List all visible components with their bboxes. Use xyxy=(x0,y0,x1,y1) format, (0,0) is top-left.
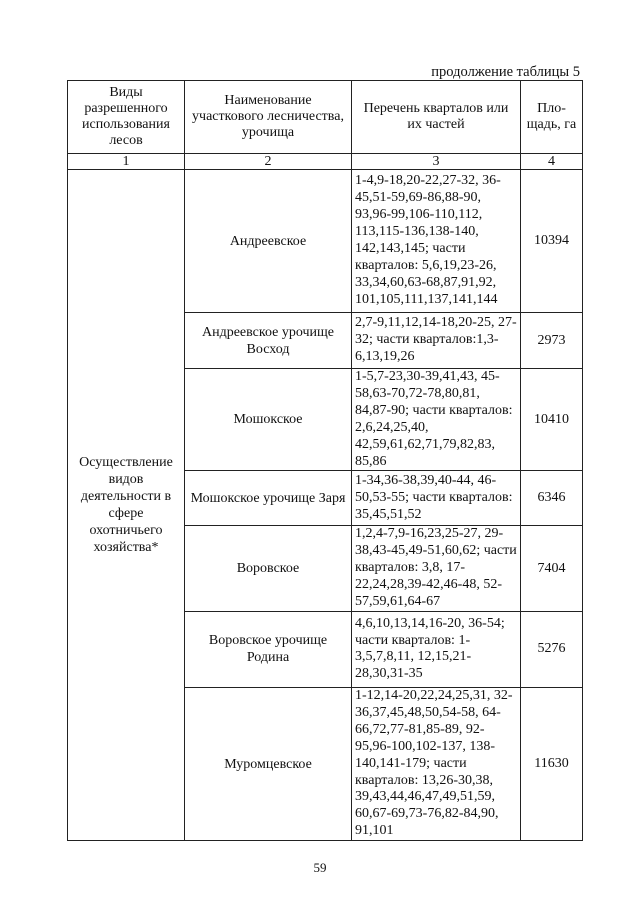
column-number: 3 xyxy=(352,154,521,170)
area-value: 5276 xyxy=(521,611,583,687)
forestry-name: Мошокское xyxy=(185,369,352,471)
forestry-name: Андреевское xyxy=(185,170,352,313)
column-number: 1 xyxy=(68,154,185,170)
area-value: 6346 xyxy=(521,471,583,526)
header-quarters: Перечень кварталов или их частей xyxy=(352,81,521,154)
table-row xyxy=(68,170,583,313)
area-value: 10410 xyxy=(521,369,583,471)
page-number: 59 xyxy=(313,860,327,875)
quarters-list: 1-34,36-38,39,40-44, 46-50,53-55; части кварталов: 35,45,51,52 xyxy=(352,471,521,526)
quarters-list: 1,2,4-7,9-16,23,25-27, 29-38,43-45,49-51,60,62; части кварталов: 3,8, 17-22,24,28,39-42,46-48, 52-57,59,61,64-67 xyxy=(352,526,521,612)
quarters-list: 2,7-9,11,12,14-18,20-25, 27-32; части кварталов:1,3-6,13,19,26 xyxy=(352,313,521,369)
table-caption: продолжение таблицы 5 xyxy=(431,64,580,80)
quarters-list: 1-5,7-23,30-39,41,43, 45-58,63-70,72-78,80,81, 84,87-90; части кварталов: 2,6,24,25,40, 42,59,61,62,71,79,82,83, 85,86 xyxy=(352,369,521,471)
forestry-name: Муромцевское xyxy=(185,687,352,840)
column-number: 4 xyxy=(521,154,583,170)
forestry-name: Воровское урочище Родина xyxy=(185,611,352,687)
forestry-name: Андреевское урочище Восход xyxy=(185,313,352,369)
quarters-list: 4,6,10,13,14,16-20, 36-54; части кварталов: 1-3,5,7,8,11, 12,15,21-28,30,31-35 xyxy=(352,611,521,687)
forestry-name: Мошокское урочище Заря xyxy=(185,471,352,526)
area-value: 11630 xyxy=(521,687,583,840)
quarters-list: 1-4,9-18,20-22,27-32, 36-45,51-59,69-86,88-90, 93,96-99,106-110,112, 113,115-136,138-140, 142,143,145; части кварталов: 5,6,19,23-26, 33,34,60,63-68,87,91,92, 101,105,111,137,141,144 xyxy=(352,170,521,313)
quarters-list: 1-12,14-20,22,24,25,31, 32-36,37,45,48,50,54-58, 64-66,72,77-81,85-89, 92-95,96-100,102-137, 138-140,141-179; части кварталов: 13,26-30,38, 39,43,44,46,47,49,51,59, 60,67-69,73-76,82-84,90, 91,101 xyxy=(352,687,521,840)
area-value: 7404 xyxy=(521,526,583,612)
forestry-name: Воровское xyxy=(185,526,352,612)
column-number: 2 xyxy=(185,154,352,170)
area-value: 2973 xyxy=(521,313,583,369)
header-area: Пло-щадь, га xyxy=(521,81,583,154)
use-type-cell: Осуществление видов деятельности в сфере охотничьего хозяйства* xyxy=(68,170,185,841)
area-value: 10394 xyxy=(521,170,583,313)
header-forestry-name: Наименование участкового лесничества, урочища xyxy=(185,81,352,154)
forest-use-table xyxy=(67,80,583,841)
header-use-type: Виды разрешенного использования лесов xyxy=(68,81,185,154)
